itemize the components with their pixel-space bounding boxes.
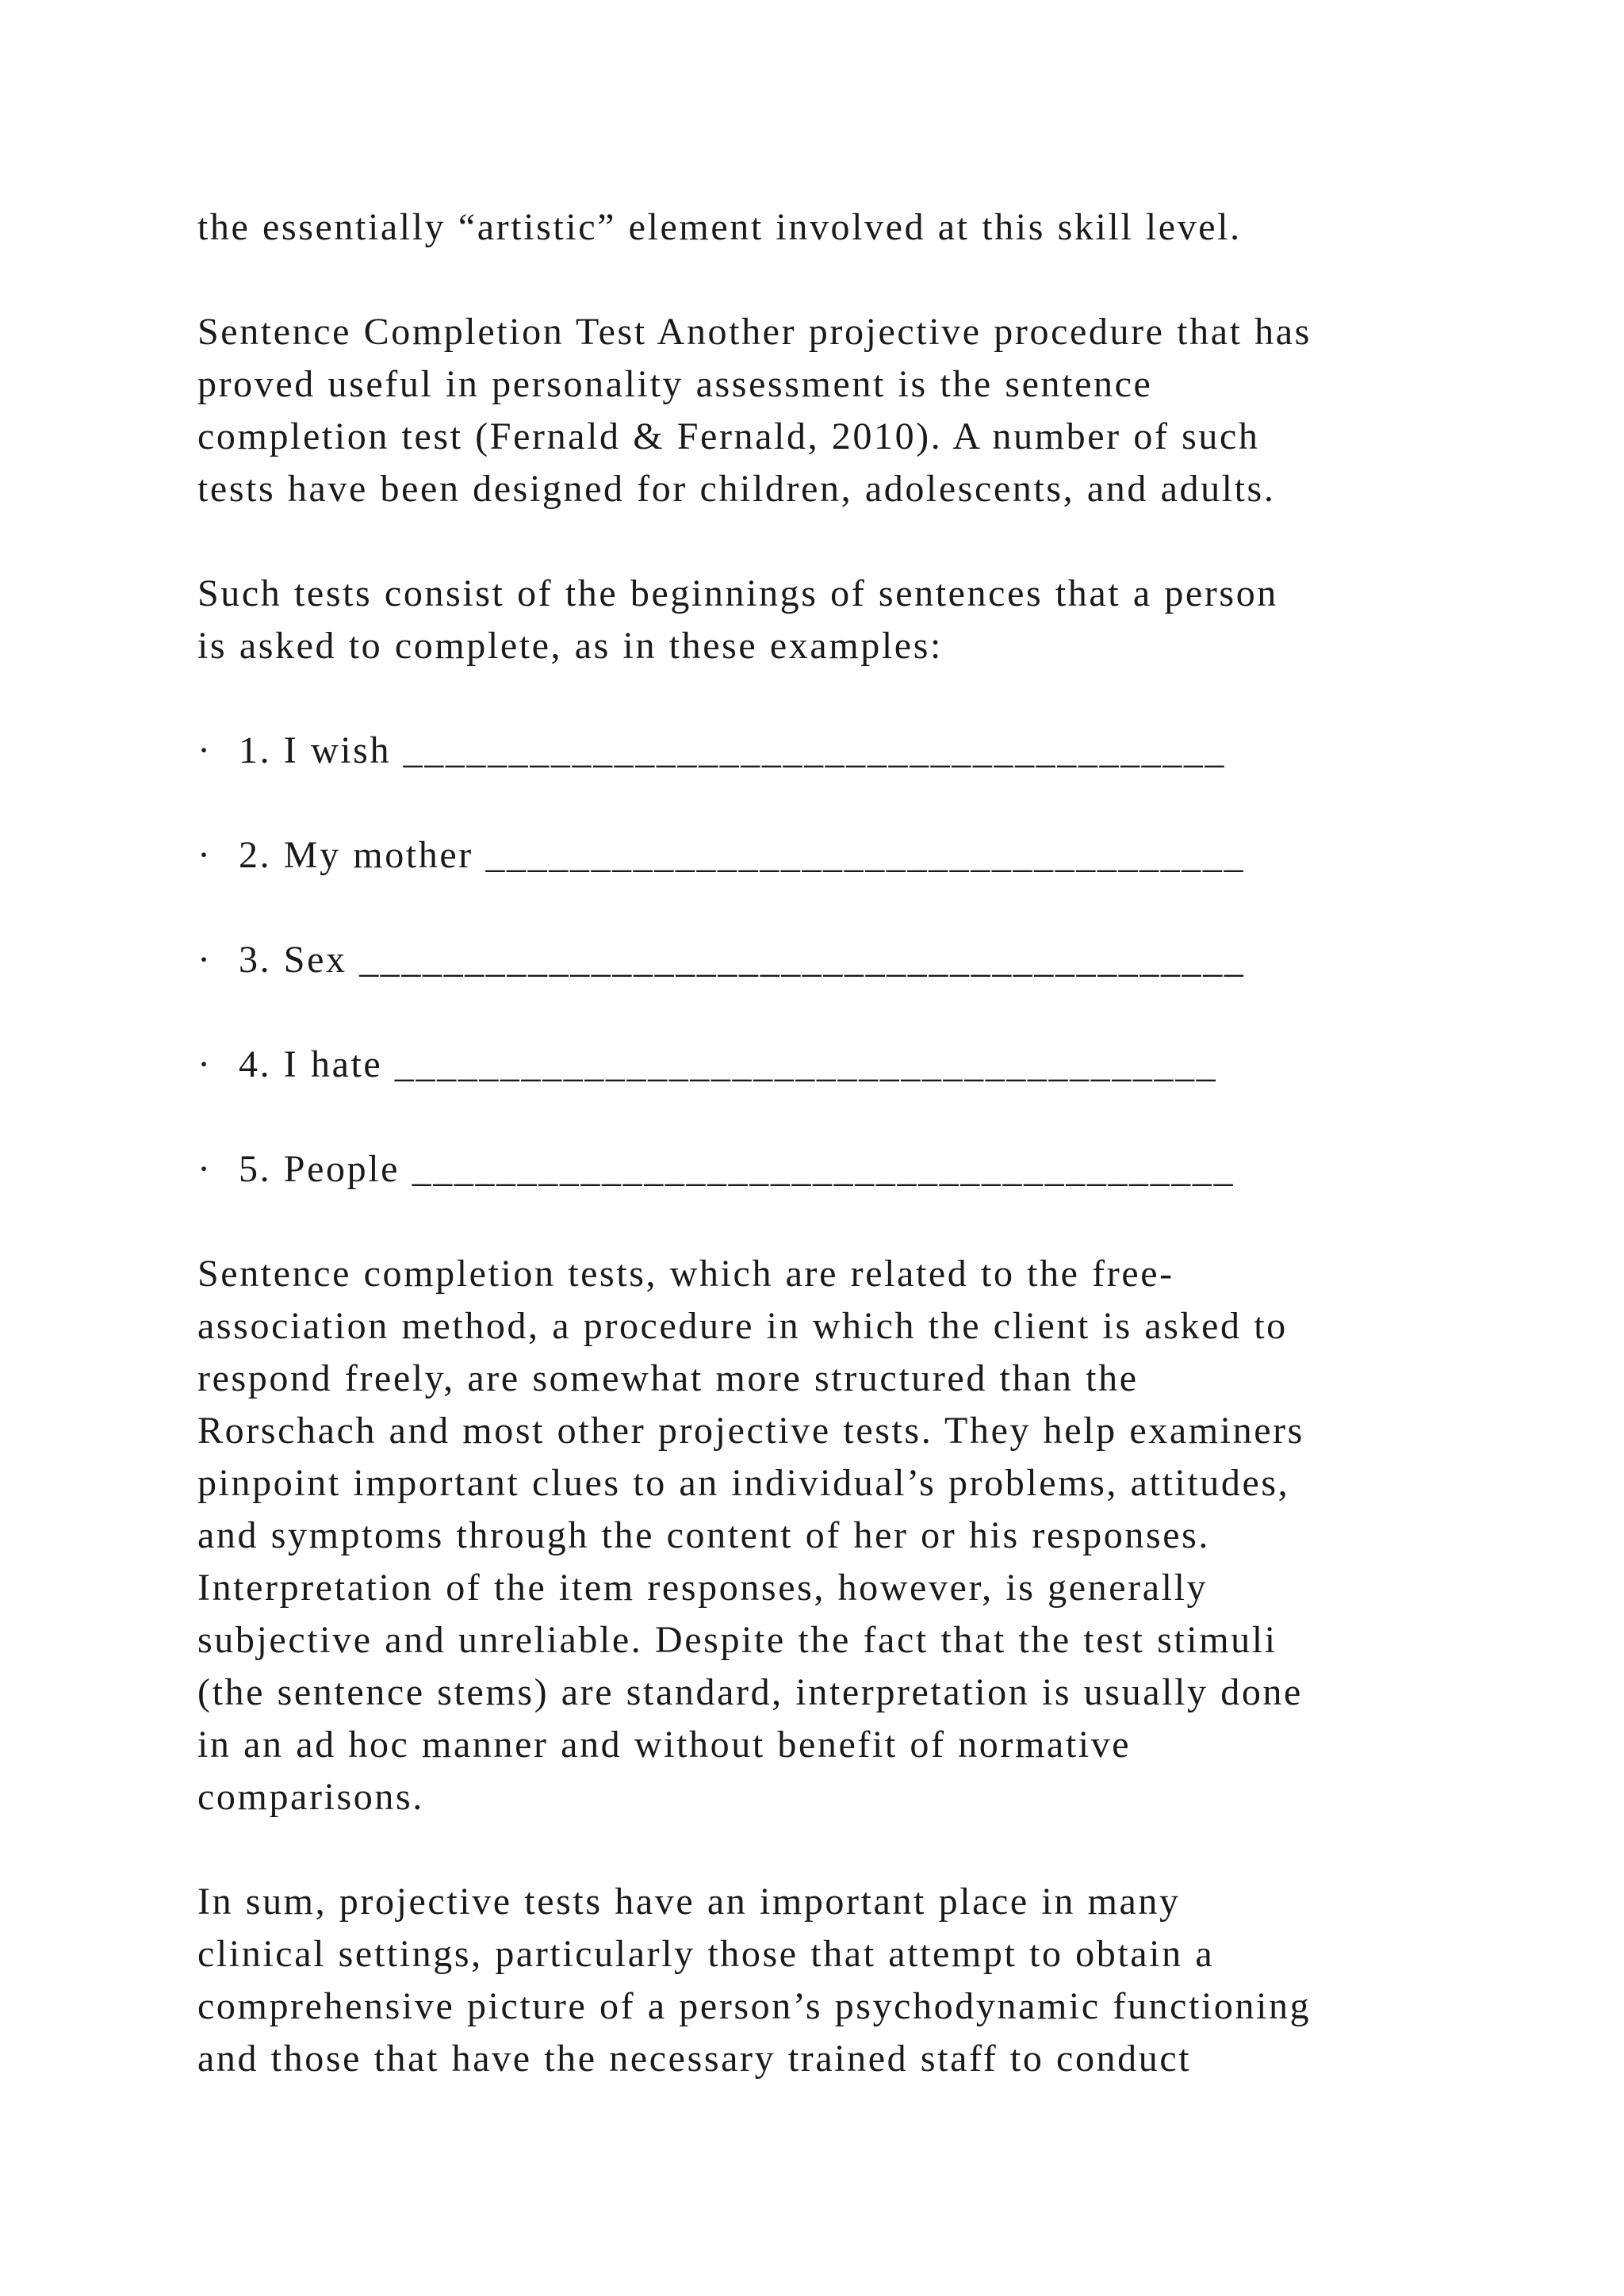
paragraph-gap (197, 515, 1498, 568)
paragraph-line: tests have been designed for children, adolescents, and adults. (197, 468, 1276, 510)
paragraph-line: Sentence Completion Test Another projective procedure that has (197, 311, 1312, 353)
list-item-text: 2. My mother ____________________________________ (239, 834, 1246, 876)
list-item-text: 5. People _______________________________________ (239, 1148, 1235, 1190)
paragraph-gap (197, 254, 1498, 306)
paragraph-line: in an ad hoc manner and without benefit of normative (197, 1724, 1132, 1766)
paragraph-line: respond freely, are somewhat more structured than the (197, 1357, 1139, 1399)
list-item-text: 3. Sex __________________________________________ (239, 939, 1246, 981)
list-item (197, 829, 1498, 934)
paragraph-line: completion test (Fernald & Fernald, 2010). A number of such (197, 415, 1260, 457)
paragraph-line: and those that have the necessary trained staff to conduct (197, 2038, 1192, 2080)
paragraph-line: clinical settings, particularly those that attempt to obtain a (197, 1933, 1215, 1975)
paragraph-line: the essentially “artistic” element involved at this skill level. (197, 206, 1242, 248)
list-item (197, 1039, 1498, 1143)
paragraph-line: Sentence completion tests, which are related to the free- (197, 1253, 1174, 1295)
paragraph-line: is asked to complete, as in these examples: (197, 625, 943, 667)
paragraph-line: association method, a procedure in which the client is asked to (197, 1305, 1288, 1347)
paragraph-4 (197, 1248, 1498, 1823)
paragraph-line: comprehensive picture of a person’s psychodynamic functioning (197, 1985, 1312, 2027)
paragraph-line: Rorschach and most other projective tests. They help examiners (197, 1410, 1304, 1452)
paragraph-2 (197, 306, 1498, 515)
paragraph-line: proved useful in personality assessment is the sentence (197, 363, 1153, 405)
bullet-dot-icon: · (197, 1148, 213, 1190)
list-item-text: 1. I wish _______________________________________ (239, 729, 1227, 771)
paragraph-line: comparisons. (197, 1776, 424, 1818)
sentence-stem-list (197, 725, 1498, 1248)
paragraph-line: pinpoint important clues to an individual’s problems, attitudes, (197, 1462, 1290, 1504)
list-item (197, 725, 1498, 829)
paragraph-line: and symptoms through the content of her or his responses. (197, 1514, 1211, 1556)
paragraph-line: Interpretation of the item responses, however, is generally (197, 1567, 1208, 1609)
document-body (197, 201, 1498, 2085)
paragraph-3 (197, 568, 1498, 672)
paragraph-gap (197, 672, 1498, 725)
paragraph-line: Such tests consist of the beginnings of sentences that a person (197, 572, 1278, 614)
bullet-dot-icon: · (197, 939, 213, 981)
paragraph-5 (197, 1876, 1498, 2085)
paragraph-gap (197, 1823, 1498, 1876)
list-item (197, 1143, 1498, 1248)
list-item-text: 4. I hate _______________________________________ (239, 1043, 1218, 1085)
bullet-dot-icon: · (197, 729, 213, 771)
list-item (197, 934, 1498, 1039)
paragraph-line: In sum, projective tests have an important place in many (197, 1881, 1181, 1923)
paragraph-1 (197, 201, 1498, 254)
bullet-dot-icon: · (197, 834, 213, 876)
paragraph-line: (the sentence stems) are standard, interpretation is usually done (197, 1671, 1303, 1713)
paragraph-line: subjective and unreliable. Despite the fact that the test stimuli (197, 1619, 1277, 1661)
bullet-dot-icon: · (197, 1043, 213, 1085)
